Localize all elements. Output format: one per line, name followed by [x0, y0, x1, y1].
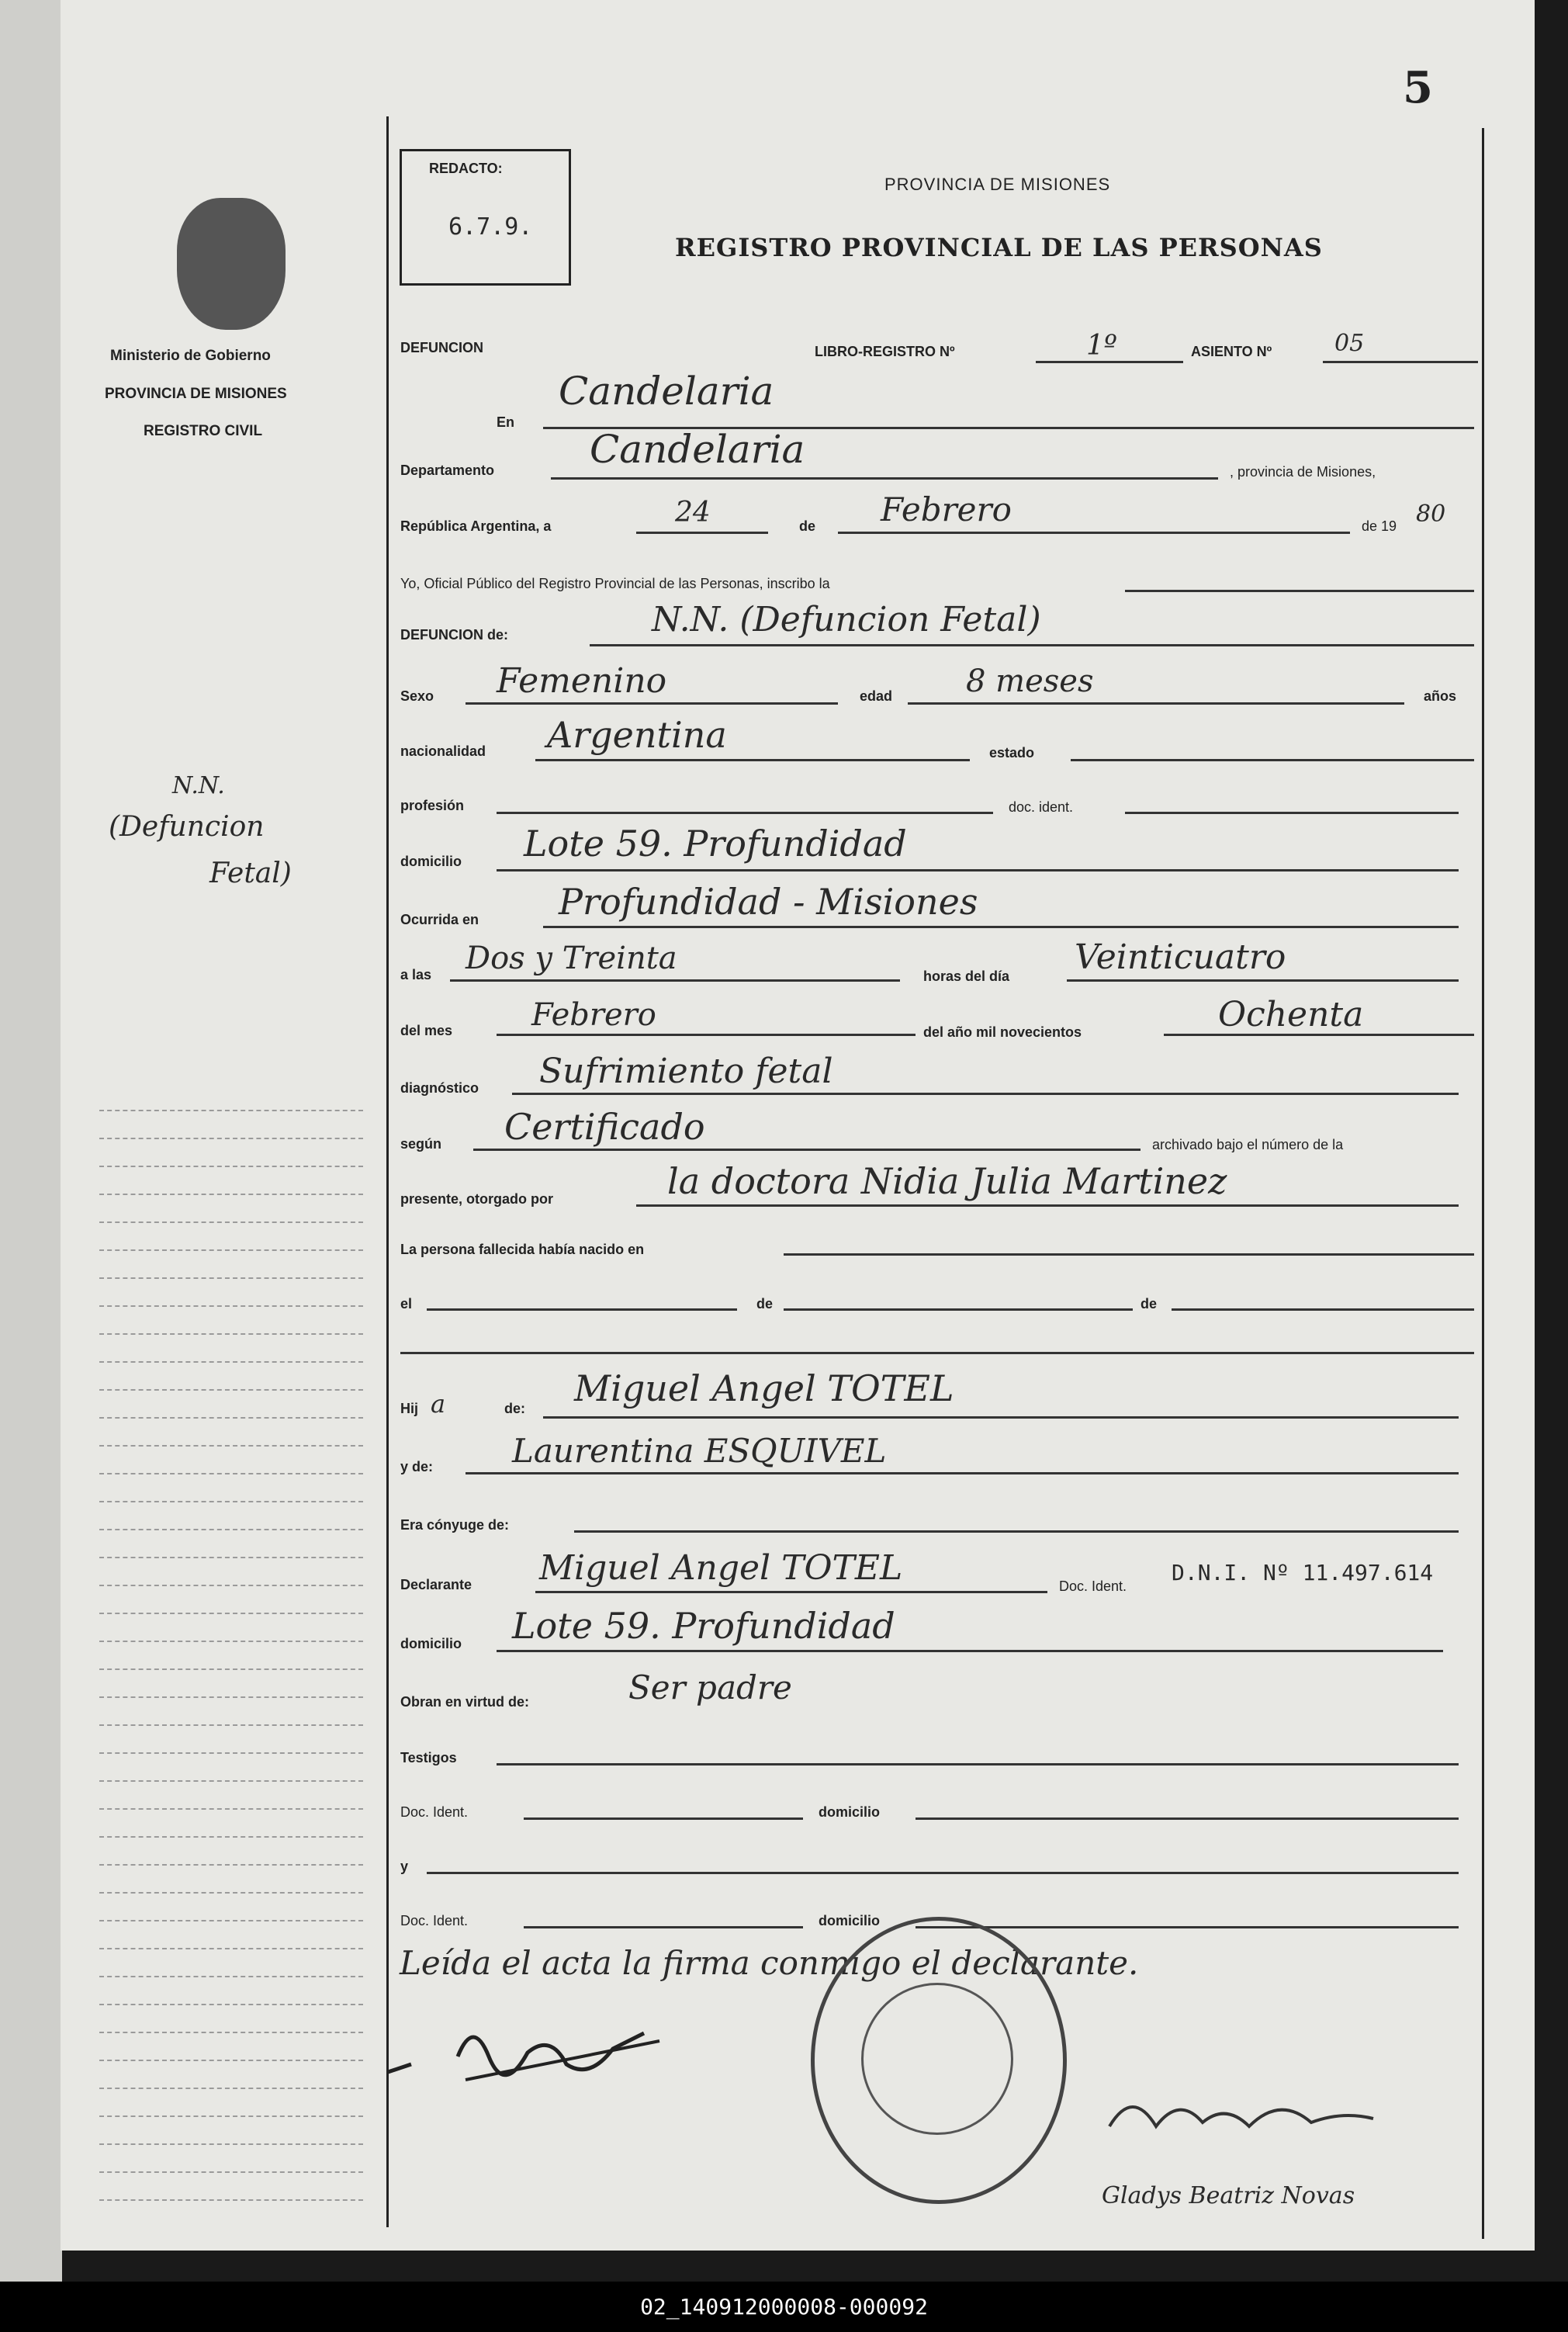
- margin-ruled-line: [99, 1892, 363, 1894]
- nacionalidad-value: Argentina: [547, 714, 727, 756]
- hijo-de-label: de:: [504, 1401, 525, 1416]
- hijo-label: Hij: [400, 1401, 419, 1416]
- del-mes-label: del mes: [400, 1023, 453, 1038]
- margin-ruled-line: [99, 1668, 363, 1670]
- margin-ruled-line: [99, 1305, 363, 1307]
- segun-label: según: [400, 1136, 442, 1152]
- testigos-fill: [497, 1763, 1459, 1765]
- right-border-line: [1482, 128, 1484, 2239]
- sexo-fill: [466, 702, 838, 705]
- estado-fill: [1071, 759, 1474, 761]
- margin-ruled-line: [99, 1501, 363, 1502]
- margin-ruled-line: [99, 1110, 363, 1111]
- decl-doc-value: D.N.I. Nº 11.497.614: [1172, 1560, 1434, 1585]
- de-label: de: [799, 518, 816, 534]
- en-value: Candelaria: [559, 369, 774, 414]
- ministry-line-2: PROVINCIA DE MISIONES: [105, 386, 287, 402]
- padre-value: Miguel Angel TOTEL: [574, 1367, 954, 1409]
- blank-line: [400, 1352, 1474, 1354]
- dia-value: 24: [675, 497, 711, 528]
- defuncion-de-label: DEFUNCION de:: [400, 627, 508, 643]
- en-label: En: [497, 414, 515, 430]
- anio-mil-label: del año mil novecientos: [923, 1024, 1082, 1040]
- ocurrida-value: Profundidad - Misiones: [559, 881, 978, 923]
- testigos-label: Testigos: [400, 1750, 457, 1765]
- y-fill: [427, 1872, 1459, 1874]
- defuncion-de-value: N.N. (Defuncion Fetal): [652, 600, 1041, 639]
- asiento-fill: [1323, 361, 1478, 363]
- file-caption: 02_140912000008-000092: [0, 2282, 1568, 2332]
- edad-fill: [908, 702, 1404, 705]
- margin-ruled-line: [99, 1864, 363, 1866]
- de3-fill: [1172, 1308, 1474, 1311]
- mes-value: Febrero: [881, 490, 1012, 528]
- edad-label: edad: [860, 688, 893, 704]
- doc-ident-fill: [1125, 812, 1459, 814]
- t1-doc-label: Doc. Ident.: [400, 1804, 469, 1820]
- libro-fill: [1036, 361, 1183, 363]
- margin-ruled-line: [99, 1389, 363, 1391]
- presente-fill: [636, 1204, 1459, 1207]
- presente-value: la doctora Nidia Julia Martinez: [667, 1160, 1227, 1202]
- defuncion-de-fill: [590, 644, 1474, 646]
- margin-note-line-2: (Defuncion: [109, 811, 265, 843]
- margin-ruled-line: [99, 1445, 363, 1447]
- left-border-line: [386, 116, 389, 2227]
- margin-ruled-line: [99, 1221, 363, 1223]
- domicilio-fill: [497, 869, 1459, 871]
- t2-doc-fill: [524, 1926, 803, 1928]
- obran-label: Obran en virtud de:: [400, 1694, 530, 1710]
- de2-label: de: [756, 1296, 774, 1312]
- departamento-value: Candelaria: [590, 427, 805, 472]
- declarante-value: Miguel Angel TOTEL: [539, 1548, 903, 1588]
- decl-domicilio-fill: [497, 1650, 1443, 1652]
- profesion-fill: [497, 812, 993, 814]
- t1-doc-fill: [524, 1817, 803, 1820]
- margin-ruled-line: [99, 1836, 363, 1838]
- closing-text: Leída el acta la firma conmigo el declarante.: [400, 1944, 1139, 1982]
- horas-fill: [1067, 979, 1459, 982]
- anio-mil-value: Ochenta: [1218, 995, 1364, 1034]
- domicilio-label: domicilio: [400, 854, 462, 869]
- margin-ruled-line: [99, 1361, 363, 1363]
- coat-of-arms-emblem: [177, 198, 286, 330]
- margin-ruled-line: [99, 1585, 363, 1586]
- nacionalidad-label: nacionalidad: [400, 743, 486, 759]
- official-signature: [1094, 2080, 1443, 2157]
- t1-dom-fill: [916, 1817, 1459, 1820]
- y-label: y: [400, 1859, 409, 1874]
- margin-note-line-3: Fetal): [209, 858, 292, 889]
- defuncion-label: DEFUNCION: [400, 340, 483, 355]
- margin-ruled-line: [99, 1752, 363, 1754]
- republica-label: República Argentina, a: [400, 518, 552, 534]
- margin-ruled-line: [99, 1920, 363, 1921]
- registry-title: REGISTRO PROVINCIAL DE LAS PERSONAS: [675, 233, 1323, 262]
- margin-ruled-line: [99, 1724, 363, 1726]
- declarante-fill: [535, 1591, 1047, 1593]
- declarant-signature: [380, 2010, 691, 2095]
- redacto-label: REDACTO:: [429, 161, 503, 176]
- margin-ruled-line: [99, 2060, 363, 2061]
- margin-ruled-line: [99, 2032, 363, 2033]
- margin-ruled-line: [99, 1780, 363, 1782]
- margin-ruled-line: [99, 1613, 363, 1614]
- nacido-label: La persona fallecida había nacido en: [400, 1242, 645, 1257]
- decl-domicilio-value: Lote 59. Profundidad: [512, 1605, 895, 1647]
- ocurrida-label: Ocurrida en: [400, 912, 479, 927]
- oficial-text: Yo, Oficial Público del Registro Provincial de las Personas, inscribo la: [400, 576, 830, 591]
- margin-ruled-line: [99, 2088, 363, 2089]
- madre-value: Laurentina ESQUIVEL: [512, 1432, 887, 1470]
- provincia-suffix: , provincia de Misiones,: [1230, 464, 1376, 480]
- anio-value: 80: [1416, 501, 1446, 528]
- a-las-value: Dos y Treinta: [466, 941, 677, 976]
- t2-doc-label: Doc. Ident.: [400, 1913, 469, 1928]
- asiento-value: 05: [1334, 330, 1365, 357]
- t2-dom-label: domicilio: [819, 1913, 881, 1928]
- anios-label: años: [1424, 688, 1457, 704]
- sexo-value: Femenino: [497, 661, 667, 701]
- redacto-box: [400, 149, 571, 286]
- document-page: [61, 0, 1535, 2251]
- margin-ruled-line: [99, 1138, 363, 1139]
- diagnostico-fill: [512, 1093, 1459, 1095]
- segun-fill: [473, 1149, 1141, 1151]
- conyuge-fill: [574, 1530, 1459, 1533]
- t2-dom-fill: [916, 1926, 1459, 1928]
- margin-ruled-line: [99, 1976, 363, 1977]
- margin-ruled-line: [99, 2171, 363, 2173]
- margin-ruled-line: [99, 1166, 363, 1167]
- anio-mil-fill: [1164, 1034, 1474, 1036]
- margin-ruled-line: [99, 1249, 363, 1251]
- nacionalidad-fill: [535, 759, 970, 761]
- departamento-label: Departamento: [400, 463, 495, 478]
- margin-ruled-line: [99, 1277, 363, 1279]
- ministry-line-3: REGISTRO CIVIL: [144, 423, 263, 439]
- edad-value: 8 meses: [966, 664, 1094, 699]
- hijo-suffix: a: [431, 1389, 446, 1419]
- de2-fill: [784, 1308, 1133, 1311]
- a-las-fill: [450, 979, 900, 982]
- margin-ruled-line: [99, 1333, 363, 1335]
- madre-fill: [466, 1472, 1459, 1474]
- margin-ruled-line: [99, 1473, 363, 1474]
- mes-fill: [838, 532, 1350, 534]
- padre-fill: [543, 1416, 1459, 1419]
- obran-value: Ser padre: [628, 1668, 792, 1707]
- de3-label: de: [1141, 1296, 1158, 1312]
- presente-label: presente, otorgado por: [400, 1191, 554, 1207]
- margin-ruled-line: [99, 1696, 363, 1698]
- margin-ruled-line: [99, 1808, 363, 1810]
- margin-ruled-line: [99, 2143, 363, 2145]
- libro-label: LIBRO-REGISTRO Nº: [815, 344, 955, 359]
- anio-label: de 19: [1362, 518, 1397, 534]
- conyuge-label: Era cónyuge de:: [400, 1517, 510, 1533]
- archivado-label: archivado bajo el número de la: [1152, 1137, 1344, 1152]
- diagnostico-label: diagnóstico: [400, 1080, 479, 1096]
- decl-doc-label: Doc. Ident.: [1059, 1578, 1127, 1594]
- horas-label: horas del día: [923, 968, 1010, 984]
- decl-domicilio-label: domicilio: [400, 1636, 462, 1651]
- estado-label: estado: [989, 745, 1035, 761]
- segun-value: Certificado: [504, 1106, 705, 1148]
- margin-ruled-line: [99, 1194, 363, 1195]
- ministry-line-1: Ministerio de Gobierno: [110, 348, 271, 364]
- diagnostico-value: Sufrimiento fetal: [539, 1052, 833, 1091]
- declarante-label: Declarante: [400, 1577, 472, 1592]
- ocurrida-fill: [543, 926, 1459, 928]
- departamento-fill: [551, 477, 1218, 480]
- margin-ruled-line: [99, 1557, 363, 1558]
- margin-note-line-1: N.N.: [172, 772, 225, 799]
- el-label: el: [400, 1296, 413, 1312]
- horas-value: Veinticuatro: [1075, 937, 1286, 977]
- margin-ruled-line: [99, 1948, 363, 1949]
- binding-edge: [0, 0, 62, 2282]
- province-header: PROVINCIA DE MISIONES: [884, 175, 1111, 194]
- margin-ruled-line: [99, 2199, 363, 2201]
- official-seal: [811, 1917, 1067, 2204]
- margin-ruled-line: [99, 2115, 363, 2117]
- oficial-fill: [1125, 590, 1474, 592]
- page-number: 5: [1403, 62, 1433, 113]
- y-de-label: y de:: [400, 1459, 434, 1474]
- el-fill: [427, 1308, 737, 1311]
- asiento-label: ASIENTO Nº: [1191, 344, 1272, 359]
- margin-ruled-line: [99, 1529, 363, 1530]
- t1-dom-label: domicilio: [819, 1804, 881, 1820]
- nacido-fill: [784, 1253, 1474, 1256]
- doc-ident-label: doc. ident.: [1009, 799, 1074, 815]
- a-las-label: a las: [400, 967, 432, 982]
- del-mes-fill: [497, 1034, 916, 1036]
- sexo-label: Sexo: [400, 688, 434, 704]
- profesion-label: profesión: [400, 798, 465, 813]
- libro-value: 1º: [1086, 330, 1117, 362]
- redacto-value: 6.7.9.: [448, 213, 533, 241]
- dia-fill: [636, 532, 768, 534]
- del-mes-value: Febrero: [531, 997, 656, 1033]
- margin-ruled-line: [99, 1641, 363, 1642]
- margin-ruled-line: [99, 2004, 363, 2005]
- margin-ruled-line: [99, 1417, 363, 1419]
- signature-name: Gladys Beatriz Novas: [1102, 2182, 1355, 2209]
- domicilio-value: Lote 59. Profundidad: [524, 823, 907, 865]
